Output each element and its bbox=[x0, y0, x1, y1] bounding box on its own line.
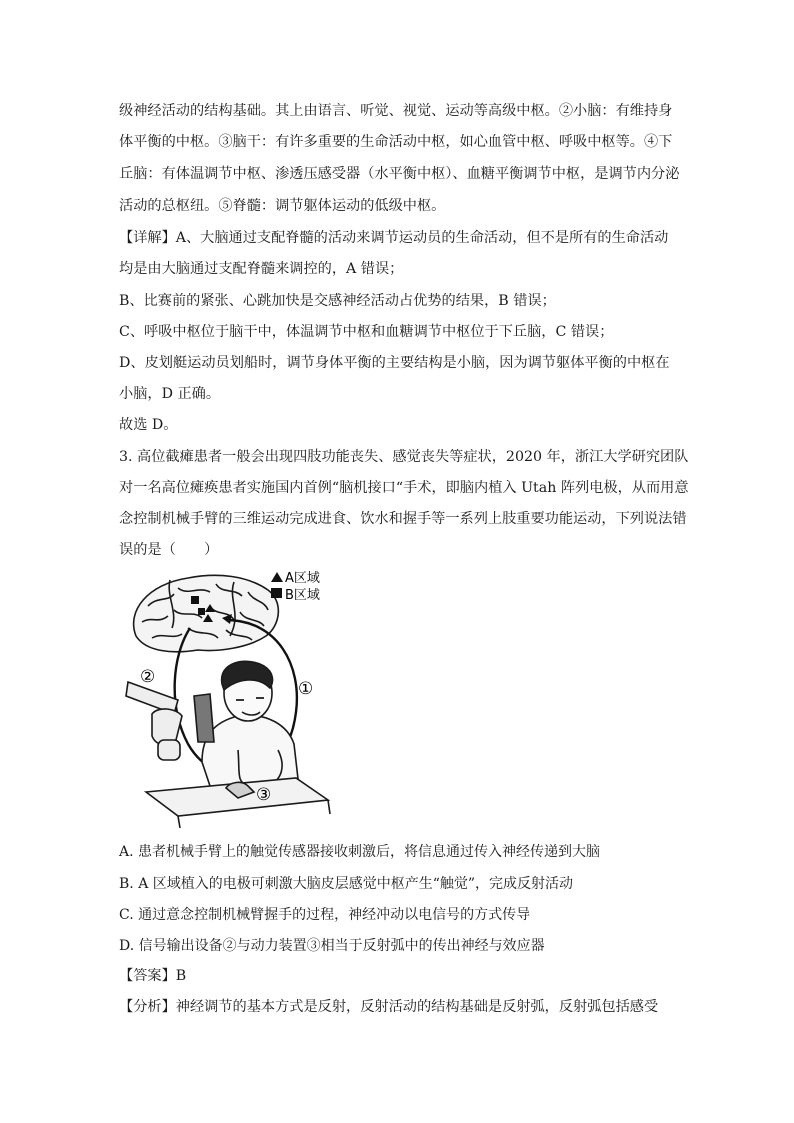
label-2: ② bbox=[140, 667, 156, 687]
answer-line: 【答案】B bbox=[119, 968, 187, 984]
patient-illustration bbox=[194, 661, 300, 798]
option-b: B. A 区域植入的电极可刺激大脑皮层感觉中枢产生“触觉”，完成反射活动 bbox=[119, 876, 574, 892]
label-1: ① bbox=[298, 679, 314, 699]
text-line: C、呼吸中枢位于脑干中，体温调节中枢和血糖调节中枢位于下丘脑，C 错误； bbox=[119, 324, 614, 340]
text-line: 丘脑：有体温调节中枢、渗透压感受器（水平衡中枢）、血糖平衡调节中枢，是调节内分泌 bbox=[119, 166, 680, 182]
text-line: 误的是（ ） bbox=[119, 542, 219, 558]
option-a: A. 患者机械手臂上的触觉传感器接收刺激后，将信息通过传入神经传递到大脑 bbox=[119, 844, 601, 860]
text-line: 均是由大脑通过支配脊髓来调控的，A 错误； bbox=[119, 261, 404, 277]
text-line: 对一名高位瘫痪患者实施国内首例“脑机接口“手术，即脑内植入 Utah 阵列电极，从而用意 bbox=[119, 480, 689, 496]
b-region-marker bbox=[198, 608, 205, 615]
text-line: 小脑，D 正确。 bbox=[119, 386, 221, 402]
text-line: D、皮划艇运动员划船时，调节身体平衡的主要结构是小脑，因为调节躯体平衡的中枢在 bbox=[119, 355, 670, 371]
triangle-icon bbox=[271, 572, 283, 582]
desk-illustration bbox=[146, 778, 330, 828]
text-line: B、比赛前的紧张、心跳加快是交感神经活动占优势的结果，B 错误； bbox=[119, 293, 556, 309]
brain-illustration bbox=[134, 575, 279, 651]
b-region-marker bbox=[191, 596, 199, 604]
brain-machine-interface-figure bbox=[118, 566, 344, 828]
option-d: D. 信号输出设备②与动力装置③相当于反射弧中的传出神经与效应器 bbox=[119, 938, 545, 954]
text-line: 体平衡的中枢。③脑干：有许多重要的生命活动中枢，如心血管中枢、呼吸中枢等。④下 bbox=[119, 134, 673, 150]
question-stem: 3. 高位截瘫患者一般会出现四肢功能丧失、感觉丧失等症状，2020 年，浙江大学研究团队 bbox=[119, 449, 689, 465]
text-line: 级神经活动的结构基础。其上由语言、听觉、视觉、运动等高级中枢。②小脑：有维持身 bbox=[119, 103, 673, 119]
detail-paragraph: 【详解】A、大脑通过支配脊髓的活动来调节运动员的生命活动，但不是所有的生命活动 bbox=[119, 230, 669, 246]
legend-a-label: A区域 bbox=[285, 571, 320, 586]
label-3: ③ bbox=[256, 785, 272, 805]
legend-b-label: B区域 bbox=[285, 588, 320, 603]
analysis-line: 【分析】神经调节的基本方式是反射，反射活动的结构基础是反射弧，反射弧包括感受 bbox=[119, 999, 659, 1015]
text-line: 活动的总枢纽。⑤脊髓：调节躯体运动的低级中枢。 bbox=[119, 198, 446, 214]
square-icon bbox=[271, 588, 282, 598]
text-line: 念控制机械手臂的三维运动完成进食、饮水和握手等一系列上肢重要功能运动，下列说法错 bbox=[119, 511, 687, 527]
legend bbox=[271, 571, 320, 603]
text-line: 故选 D。 bbox=[119, 417, 178, 433]
option-c: C. 通过意念控制机械臂握手的过程，神经冲动以电信号的方式传导 bbox=[119, 907, 531, 923]
